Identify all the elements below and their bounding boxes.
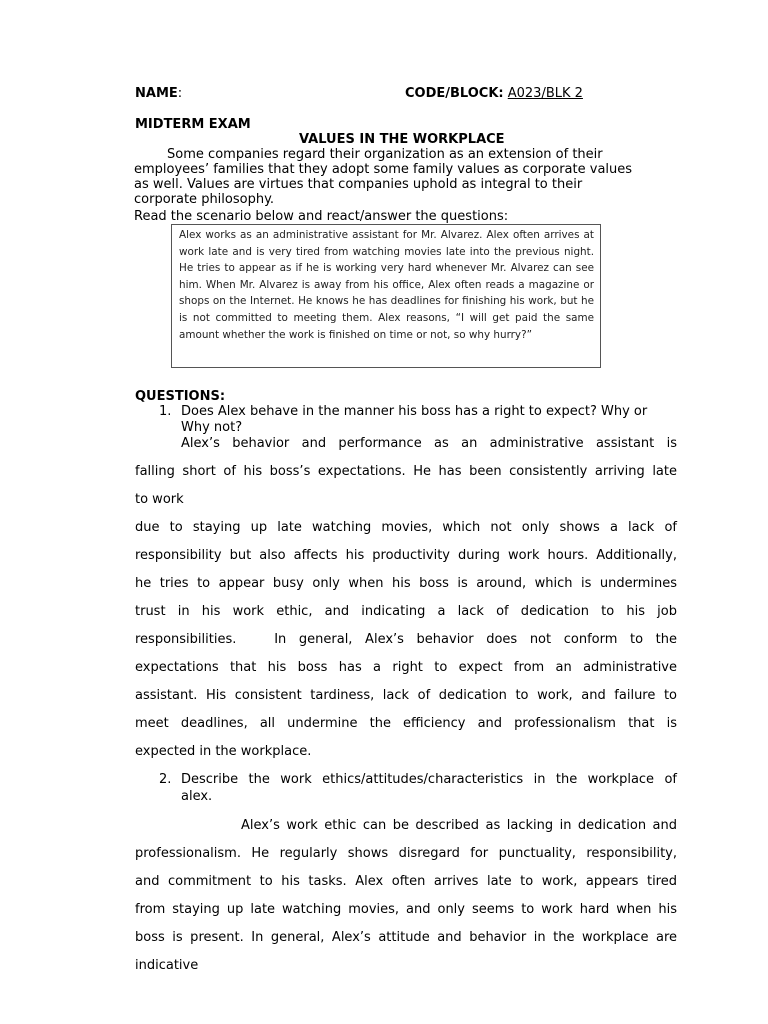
answer-line: assistant. His consistent tardiness, lack of dedication to work, and failure to	[135, 688, 677, 703]
answer-line: boss is present. In general, Alex’s attitude and behavior in the workplace are	[135, 930, 677, 945]
answer-line: from staying up late watching movies, and only seems to work hard when his	[135, 902, 677, 917]
code-block-label: CODE/BLOCK:	[405, 86, 504, 101]
answer-line: due to staying up late watching movies, which not only shows a lack of	[135, 520, 677, 535]
questions-heading: QUESTIONS:	[135, 389, 226, 404]
answer-line: Alex’s behavior and performance as an administrative assistant is	[181, 436, 677, 451]
answer-line: responsibility but also affects his productivity during work hours. Additionally,	[135, 548, 677, 563]
intro-line: Some companies regard their organization as an extension of their	[134, 147, 603, 162]
question-text: alex.	[181, 789, 213, 804]
code-block-field	[405, 86, 583, 102]
name-colon: :	[177, 86, 183, 101]
intro-line: corporate philosophy.	[134, 192, 275, 207]
exam-title: MIDTERM EXAM	[135, 117, 251, 132]
answer-line: Alex’s work ethic can be described as lacking in dedication and	[241, 818, 677, 833]
answer-line: indicative	[135, 958, 199, 973]
answer-line: to work	[135, 492, 184, 507]
subject-title: VALUES IN THE WORKPLACE	[299, 132, 505, 147]
name-field	[135, 86, 182, 102]
intro-line: as well. Values are virtues that companies uphold as integral to their	[134, 177, 583, 192]
intro-line: Read the scenario below and react/answer the questions:	[134, 209, 509, 224]
question-number: 2.	[159, 772, 172, 787]
answer-line: and commitment to his tasks. Alex often arrives late to work, appears tired	[135, 874, 677, 889]
name-label: NAME	[135, 86, 178, 101]
answer-line: he tries to appear busy only when his boss is around, which is undermines	[135, 576, 677, 591]
scenario-box: Alex works as an administrative assistant for Mr. Alvarez. Alex often arrives at work late and is very tired from watching movies late into the previous night. He tries to appear as if he is working very hard whenever Mr. Alvarez can see him. When Mr. Alvarez is away from his office, Alex often reads a magazine or shops on the Internet. He knows he has deadlines for finishing his work, but he is not committed to meeting them. Alex reasons, “I will get paid the same amount whether the work is finished on time or not, so why hurry?”	[171, 224, 601, 368]
answer-line: trust in his work ethic, and indicating a lack of dedication to his job	[135, 604, 677, 619]
answer-line: meet deadlines, all undermine the efficiency and professionalism that is	[135, 716, 677, 731]
question-text: Why not?	[181, 420, 243, 435]
answer-line: professionalism. He regularly shows disregard for punctuality, responsibility,	[135, 846, 677, 861]
question-text: Describe the work ethics/attitudes/characteristics in the workplace of	[181, 772, 677, 787]
question-number: 1.	[159, 404, 172, 419]
answer-line: expected in the workplace.	[135, 744, 312, 759]
answer-line: responsibilities. In general, Alex’s behavior does not conform to the	[135, 632, 677, 647]
answer-line: expectations that his boss has a right to expect from an administrative	[135, 660, 677, 675]
question-text: Does Alex behave in the manner his boss has a right to expect? Why or	[181, 404, 648, 419]
intro-line: employees’ families that they adopt some family values as corporate values	[134, 162, 633, 177]
code-block-value: A023/BLK 2	[507, 86, 583, 101]
answer-line: falling short of his boss’s expectations. He has been consistently arriving late	[135, 464, 677, 479]
